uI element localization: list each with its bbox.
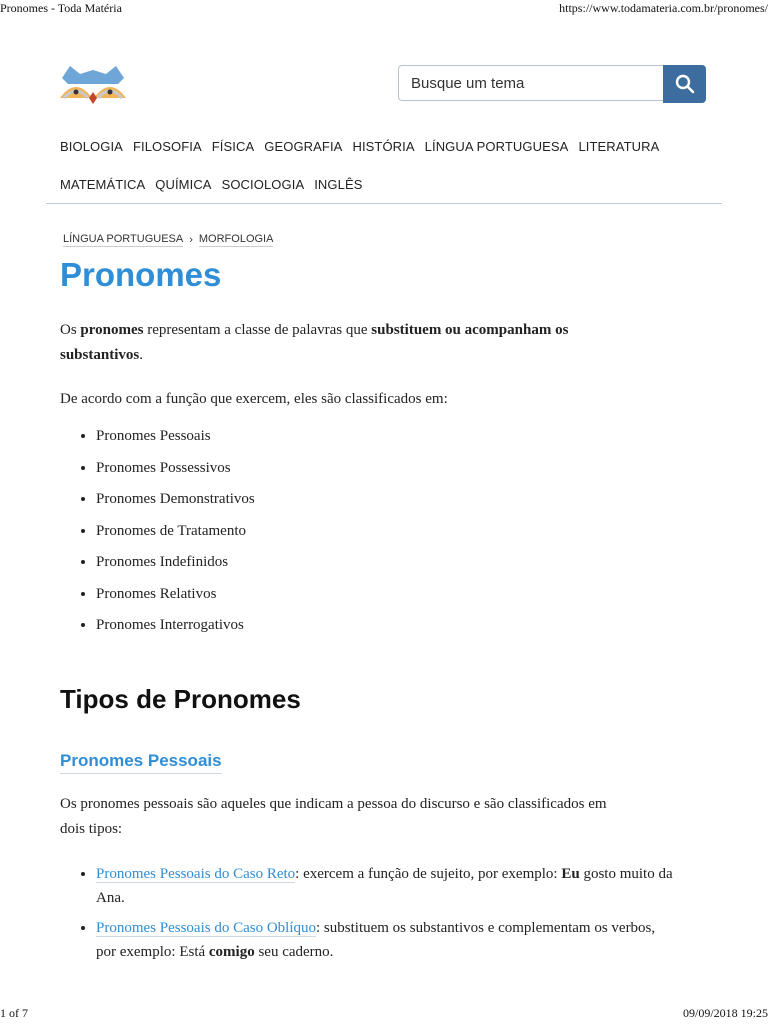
print-url: https://www.todamateria.com.br/pronomes/ — [559, 1, 768, 15]
pronoun-types-list — [60, 425, 640, 646]
list-item: • Pronomes Pessoais — [96, 425, 640, 457]
nav-item-matematica[interactable]: MATEMÁTICA — [60, 177, 146, 192]
site-logo[interactable] — [58, 62, 128, 106]
item-text: seu caderno. — [254, 944, 334, 960]
breadcrumb-item-morfologia[interactable]: MORFOLOGIA — [198, 233, 274, 245]
intro-bold-term: pronomes — [80, 322, 144, 338]
print-header — [0, 0, 768, 18]
breadcrumb-separator: › — [189, 234, 193, 246]
header-divider — [46, 203, 722, 204]
list-item — [96, 862, 676, 910]
intro-text: . — [139, 347, 143, 363]
link-caso-reto[interactable]: Pronomes Pessoais do Caso Reto — [96, 866, 296, 882]
page-title: Pronomes — [60, 256, 222, 293]
item-text: : substituem os substantivos e complementam os verbos, por exemplo: Está — [96, 920, 656, 960]
link-caso-obliquo[interactable]: Pronomes Pessoais do Caso Oblíquo — [96, 920, 317, 936]
list-item: • Pronomes de Tratamento — [96, 520, 640, 552]
search-icon — [675, 74, 695, 94]
nav-item-filosofia[interactable]: FILOSOFIA — [132, 139, 202, 154]
print-datetime: 09/09/2018 19:25 — [682, 1006, 768, 1020]
print-page-number: 1 of 7 — [0, 1006, 28, 1020]
article-content — [60, 318, 640, 646]
list-item: • Pronomes Relativos — [96, 583, 640, 615]
pessoais-intro: Os pronomes pessoais são aqueles que indicam a pessoa do discurso e são classificados em dois tipos: — [60, 796, 607, 837]
lead-paragraph: De acordo com a função que exercem, eles são classificados em: — [60, 391, 448, 407]
item-bold: comigo — [208, 944, 255, 960]
list-item — [96, 916, 676, 964]
item-bold: Eu — [561, 866, 580, 882]
list-item: • Pronomes Possessivos — [96, 457, 640, 489]
list-item: • Pronomes Demonstrativos — [96, 488, 640, 520]
intro-bold-phrase: substituem ou acompanham os substantivos — [60, 322, 569, 363]
subsection-heading-pessoais[interactable]: Pronomes Pessoais — [60, 751, 222, 774]
nav-row-2 — [60, 177, 720, 215]
intro-paragraph — [60, 318, 640, 368]
nav-row-1 — [60, 139, 720, 177]
item-text: : exercem a função de sujeito, por exemplo: — [295, 866, 562, 882]
nav-item-quimica[interactable]: QUÍMICA — [155, 177, 212, 192]
search-bar — [398, 65, 708, 103]
nav-item-literatura[interactable]: LITERATURA — [578, 139, 660, 154]
item-text: gosto muito da Ana. — [96, 866, 673, 906]
print-page-title: Pronomes - Toda Matéria — [0, 1, 122, 15]
nav-item-historia[interactable]: HISTÓRIA — [352, 139, 415, 154]
list-item: • Pronomes Interrogativos — [96, 614, 640, 646]
nav-item-lingua-portuguesa[interactable]: LÍNGUA PORTUGUESA — [424, 139, 569, 154]
nav-item-sociologia[interactable]: SOCIOLOGIA — [221, 177, 305, 192]
intro-text: Os — [60, 322, 81, 338]
nav-item-biologia[interactable]: BIOLOGIA — [60, 139, 123, 154]
nav-item-ingles[interactable]: INGLÊS — [314, 177, 363, 192]
list-item: • Pronomes Indefinidos — [96, 551, 640, 583]
section-heading: Tipos de Pronomes — [60, 684, 301, 714]
search-input[interactable]: Busque um tema — [398, 65, 663, 101]
nav-item-fisica[interactable]: FÍSICA — [211, 139, 255, 154]
print-footer — [0, 1006, 768, 1024]
nav-item-geografia[interactable]: GEOGRAFIA — [264, 139, 343, 154]
breadcrumb — [63, 233, 273, 247]
pessoais-list — [60, 862, 676, 970]
intro-text: representam a classe de palavras que — [143, 322, 372, 338]
breadcrumb-item-lingua-portuguesa[interactable]: LÍNGUA PORTUGUESA — [63, 233, 184, 245]
search-button[interactable] — [663, 65, 706, 103]
